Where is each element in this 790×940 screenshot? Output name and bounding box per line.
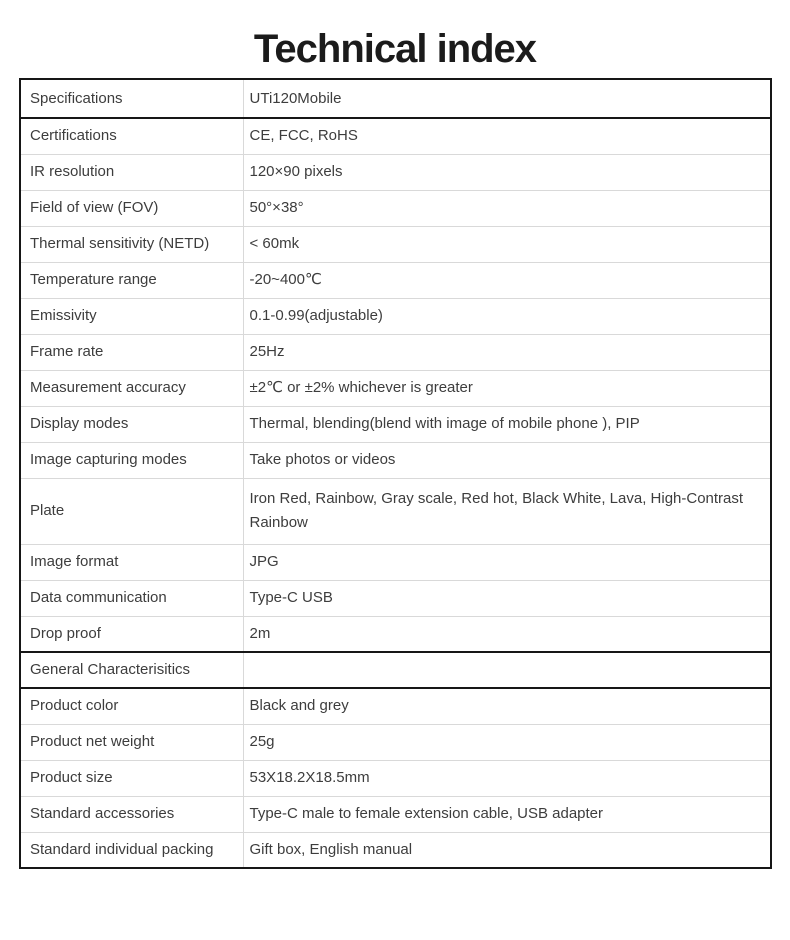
table-row <box>20 688 771 724</box>
spec-label: Certifications <box>20 118 243 154</box>
spec-value: 0.1-0.99(adjustable) <box>243 298 771 334</box>
spec-value: -20~400℃ <box>243 262 771 298</box>
spec-value: 50°×38° <box>243 190 771 226</box>
table-row <box>20 262 771 298</box>
spec-value: Thermal, blending(blend with image of mobile phone ), PIP <box>243 406 771 442</box>
table-row <box>20 724 771 760</box>
spec-label: Frame rate <box>20 334 243 370</box>
spec-label: Image capturing modes <box>20 442 243 478</box>
table-row <box>20 154 771 190</box>
spec-label: Plate <box>20 478 243 544</box>
spec-label: Field of view (FOV) <box>20 190 243 226</box>
table-row <box>20 370 771 406</box>
table-row <box>20 442 771 478</box>
table-row <box>20 760 771 796</box>
spec-value: Type-C male to female extension cable, USB adapter <box>243 796 771 832</box>
spec-label: Product color <box>20 688 243 724</box>
spec-value: 53X18.2X18.5mm <box>243 760 771 796</box>
spec-value: 25g <box>243 724 771 760</box>
spec-label: Measurement accuracy <box>20 370 243 406</box>
spec-label: Display modes <box>20 406 243 442</box>
spec-label: Image format <box>20 544 243 580</box>
spec-label: Standard individual packing <box>20 832 243 868</box>
spec-label: Temperature range <box>20 262 243 298</box>
spec-label: IR resolution <box>20 154 243 190</box>
spec-value: Type-C USB <box>243 580 771 616</box>
spec-value: 25Hz <box>243 334 771 370</box>
spec-table <box>19 78 772 869</box>
page-title: Technical index <box>253 27 537 71</box>
table-row <box>20 79 771 118</box>
table-row <box>20 832 771 868</box>
table-row <box>20 652 771 688</box>
spec-value: < 60mk <box>243 226 771 262</box>
spec-value: Black and grey <box>243 688 771 724</box>
table-row <box>20 406 771 442</box>
spec-label: Thermal sensitivity (NETD) <box>20 226 243 262</box>
spec-value: Gift box, English manual <box>249 840 413 858</box>
spec-value: UTi120Mobile <box>243 79 771 118</box>
table-row <box>20 190 771 226</box>
spec-value: 120×90 pixels <box>243 154 771 190</box>
spec-label: Product net weight <box>20 724 243 760</box>
spec-value: JPG <box>243 544 771 580</box>
spec-value <box>243 652 771 688</box>
spec-label: Product size <box>20 760 243 796</box>
spec-label: Specifications <box>20 79 243 118</box>
spec-value: ±2℃ or ±2% whichever is greater <box>243 370 771 406</box>
table-row <box>20 334 771 370</box>
spec-value: Take photos or videos <box>243 442 771 478</box>
table-row <box>20 796 771 832</box>
spec-label: Drop proof <box>20 616 243 652</box>
table-row <box>20 616 771 652</box>
spec-table-body <box>20 79 771 868</box>
table-row <box>20 298 771 334</box>
spec-label: Data communication <box>20 580 243 616</box>
table-row <box>20 544 771 580</box>
table-row <box>20 580 771 616</box>
table-row <box>20 118 771 154</box>
spec-label: Emissivity <box>20 298 243 334</box>
spec-value: Iron Red, Rainbow, Gray scale, Red hot, Black White, Lava, High-Contrast Rainbow <box>243 478 771 544</box>
spec-value: CE, FCC, RoHS <box>243 118 771 154</box>
spec-label: Standard accessories <box>20 796 243 832</box>
table-row <box>20 226 771 262</box>
spec-value: 2m <box>243 616 771 652</box>
table-row <box>20 478 771 544</box>
spec-label: General Characterisitics <box>20 652 243 688</box>
